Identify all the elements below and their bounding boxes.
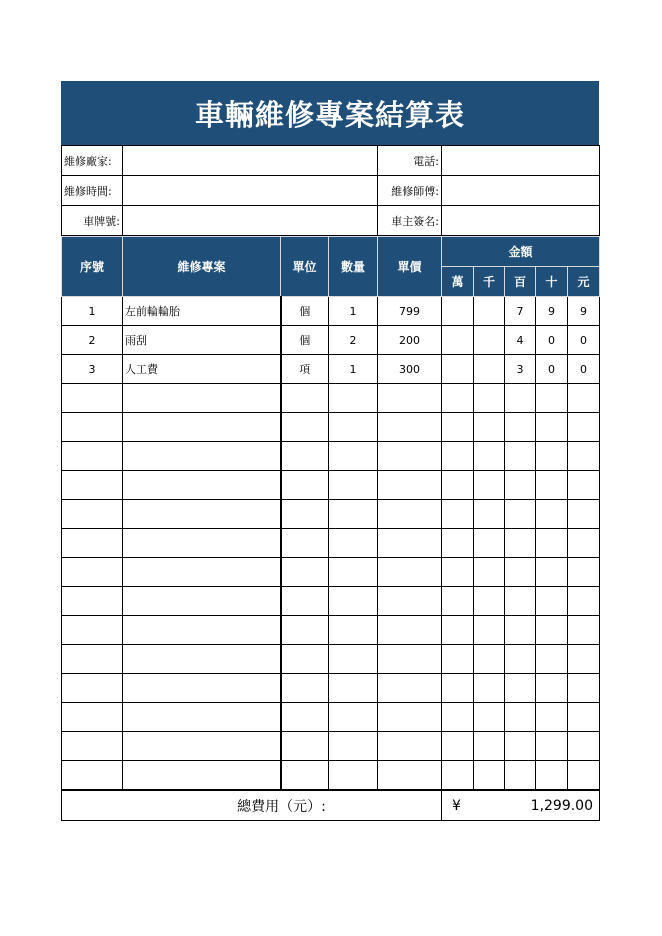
row-qty[interactable]: 2 bbox=[329, 326, 378, 355]
row-qty[interactable] bbox=[329, 616, 378, 645]
row-digit-qian bbox=[474, 326, 505, 355]
row-price[interactable] bbox=[378, 529, 442, 558]
row-item[interactable] bbox=[123, 587, 281, 616]
table-row[interactable] bbox=[62, 297, 600, 326]
row-digit-shi[interactable] bbox=[536, 645, 568, 674]
row-digit-bai[interactable] bbox=[505, 529, 536, 558]
row-digit-shi[interactable] bbox=[536, 587, 568, 616]
row-digit-shi[interactable] bbox=[536, 442, 568, 471]
row-item[interactable]: 雨刮 bbox=[123, 326, 281, 355]
table-row[interactable] bbox=[62, 558, 600, 587]
total-label: 總費用（元）: bbox=[62, 791, 442, 821]
row-digit-bai[interactable] bbox=[505, 384, 536, 413]
phone-field[interactable] bbox=[442, 146, 600, 176]
row-item[interactable] bbox=[123, 761, 281, 790]
table-row[interactable] bbox=[62, 442, 600, 471]
row-unit[interactable] bbox=[281, 558, 329, 587]
row-item[interactable]: 人工費 bbox=[123, 355, 281, 384]
row-item[interactable] bbox=[123, 500, 281, 529]
row-price[interactable] bbox=[378, 587, 442, 616]
row-digit-shi[interactable] bbox=[536, 384, 568, 413]
row-digit-wan bbox=[442, 326, 474, 355]
header-item: 維修專案 bbox=[123, 237, 281, 297]
row-unit[interactable]: 個 bbox=[281, 326, 329, 355]
row-qty[interactable] bbox=[329, 761, 378, 790]
header-digit-yuan: 元 bbox=[568, 267, 600, 297]
row-price[interactable] bbox=[378, 500, 442, 529]
shop-label: 維修廠家: bbox=[62, 146, 123, 176]
row-digit-wan[interactable] bbox=[442, 616, 474, 645]
table-row[interactable] bbox=[62, 761, 600, 790]
row-price[interactable] bbox=[378, 442, 442, 471]
row-item[interactable] bbox=[123, 413, 281, 442]
row-digit-bai: 7 bbox=[505, 297, 536, 326]
row-unit[interactable] bbox=[281, 442, 329, 471]
header-seq: 序號 bbox=[62, 237, 123, 297]
row-item[interactable] bbox=[123, 645, 281, 674]
row-unit[interactable] bbox=[281, 587, 329, 616]
row-item[interactable]: 左前輪輪胎 bbox=[123, 297, 281, 326]
row-seq bbox=[62, 587, 123, 616]
row-price[interactable] bbox=[378, 616, 442, 645]
row-unit[interactable] bbox=[281, 674, 329, 703]
row-item[interactable] bbox=[123, 529, 281, 558]
row-seq bbox=[62, 529, 123, 558]
row-digit-wan bbox=[442, 297, 474, 326]
row-digit-shi: 0 bbox=[536, 326, 568, 355]
table-row[interactable] bbox=[62, 703, 600, 732]
row-digit-bai[interactable] bbox=[505, 587, 536, 616]
row-seq bbox=[62, 761, 123, 790]
row-digit-shi[interactable] bbox=[536, 471, 568, 500]
row-qty[interactable] bbox=[329, 645, 378, 674]
header-digit-wan: 萬 bbox=[442, 267, 474, 297]
row-digit-shi[interactable] bbox=[536, 674, 568, 703]
row-digit-bai[interactable] bbox=[505, 761, 536, 790]
row-item[interactable] bbox=[123, 732, 281, 761]
row-seq bbox=[62, 558, 123, 587]
row-digit-wan bbox=[442, 355, 474, 384]
row-digit-yuan[interactable] bbox=[568, 645, 600, 674]
plate-field[interactable] bbox=[123, 206, 378, 236]
row-seq bbox=[62, 732, 123, 761]
items-table bbox=[61, 236, 600, 790]
row-unit[interactable] bbox=[281, 500, 329, 529]
table-row[interactable] bbox=[62, 326, 600, 355]
row-item[interactable] bbox=[123, 558, 281, 587]
row-digit-qian[interactable] bbox=[474, 384, 505, 413]
row-qty[interactable]: 1 bbox=[329, 355, 378, 384]
row-item[interactable] bbox=[123, 674, 281, 703]
mechanic-field[interactable] bbox=[442, 176, 600, 206]
row-price[interactable] bbox=[378, 384, 442, 413]
row-digit-qian[interactable] bbox=[474, 732, 505, 761]
info-row-shop bbox=[62, 146, 600, 176]
row-item[interactable] bbox=[123, 442, 281, 471]
row-digit-qian[interactable] bbox=[474, 500, 505, 529]
row-digit-wan[interactable] bbox=[442, 442, 474, 471]
row-digit-yuan[interactable] bbox=[568, 703, 600, 732]
row-seq bbox=[62, 645, 123, 674]
row-digit-shi[interactable] bbox=[536, 703, 568, 732]
time-label: 維修時間: bbox=[62, 176, 123, 206]
row-qty[interactable] bbox=[329, 384, 378, 413]
row-digit-bai[interactable] bbox=[505, 616, 536, 645]
info-table bbox=[61, 145, 600, 236]
row-seq bbox=[62, 500, 123, 529]
phone-label: 電話: bbox=[378, 146, 442, 176]
row-price[interactable] bbox=[378, 558, 442, 587]
row-digit-bai[interactable] bbox=[505, 442, 536, 471]
row-digit-wan[interactable] bbox=[442, 703, 474, 732]
row-digit-qian[interactable] bbox=[474, 645, 505, 674]
settlement-sheet bbox=[61, 81, 599, 821]
row-digit-bai[interactable] bbox=[505, 703, 536, 732]
table-row[interactable] bbox=[62, 355, 600, 384]
row-unit[interactable] bbox=[281, 703, 329, 732]
row-qty[interactable]: 1 bbox=[329, 297, 378, 326]
row-digit-wan[interactable] bbox=[442, 645, 474, 674]
row-digit-shi[interactable] bbox=[536, 529, 568, 558]
row-digit-yuan[interactable] bbox=[568, 471, 600, 500]
row-digit-yuan[interactable] bbox=[568, 529, 600, 558]
row-qty[interactable] bbox=[329, 529, 378, 558]
row-digit-bai[interactable] bbox=[505, 645, 536, 674]
table-row[interactable] bbox=[62, 616, 600, 645]
row-price[interactable] bbox=[378, 471, 442, 500]
row-seq: 3 bbox=[62, 355, 123, 384]
mechanic-label: 維修師傅: bbox=[378, 176, 442, 206]
row-digit-shi: 9 bbox=[536, 297, 568, 326]
header-digit-bai: 百 bbox=[505, 267, 536, 297]
row-digit-wan[interactable] bbox=[442, 587, 474, 616]
row-qty[interactable] bbox=[329, 413, 378, 442]
row-price[interactable] bbox=[378, 761, 442, 790]
header-unit: 單位 bbox=[281, 237, 329, 297]
row-digit-bai[interactable] bbox=[505, 413, 536, 442]
row-digit-bai[interactable] bbox=[505, 471, 536, 500]
row-unit[interactable] bbox=[281, 645, 329, 674]
row-unit[interactable] bbox=[281, 616, 329, 645]
item-rows bbox=[62, 297, 600, 790]
row-digit-bai[interactable] bbox=[505, 500, 536, 529]
table-row[interactable] bbox=[62, 384, 600, 413]
row-digit-shi[interactable] bbox=[536, 732, 568, 761]
row-seq bbox=[62, 703, 123, 732]
row-qty[interactable] bbox=[329, 558, 378, 587]
info-row-plate bbox=[62, 206, 600, 236]
table-row[interactable] bbox=[62, 732, 600, 761]
header-price: 單價 bbox=[378, 237, 442, 297]
sheet-title: 車輛維修專案結算表 bbox=[61, 81, 599, 145]
total-row bbox=[62, 791, 600, 821]
row-digit-yuan: 0 bbox=[568, 326, 600, 355]
row-digit-qian[interactable] bbox=[474, 413, 505, 442]
row-seq: 2 bbox=[62, 326, 123, 355]
row-unit[interactable]: 項 bbox=[281, 355, 329, 384]
header-row bbox=[62, 237, 600, 267]
row-digit-bai: 3 bbox=[505, 355, 536, 384]
row-digit-qian[interactable] bbox=[474, 587, 505, 616]
row-item[interactable] bbox=[123, 471, 281, 500]
row-digit-qian[interactable] bbox=[474, 703, 505, 732]
row-digit-yuan[interactable] bbox=[568, 500, 600, 529]
row-seq bbox=[62, 442, 123, 471]
row-digit-bai[interactable] bbox=[505, 732, 536, 761]
row-digit-qian[interactable] bbox=[474, 558, 505, 587]
table-row[interactable] bbox=[62, 529, 600, 558]
row-digit-wan[interactable] bbox=[442, 471, 474, 500]
row-digit-yuan[interactable] bbox=[568, 761, 600, 790]
row-seq bbox=[62, 384, 123, 413]
row-digit-bai: 4 bbox=[505, 326, 536, 355]
row-digit-wan[interactable] bbox=[442, 413, 474, 442]
row-digit-yuan[interactable] bbox=[568, 616, 600, 645]
row-qty[interactable] bbox=[329, 703, 378, 732]
currency-symbol: ¥ bbox=[442, 791, 482, 821]
row-digit-yuan: 0 bbox=[568, 355, 600, 384]
row-price[interactable] bbox=[378, 674, 442, 703]
row-digit-qian[interactable] bbox=[474, 674, 505, 703]
row-digit-wan[interactable] bbox=[442, 529, 474, 558]
row-unit[interactable] bbox=[281, 384, 329, 413]
row-digit-yuan[interactable] bbox=[568, 587, 600, 616]
row-price[interactable]: 200 bbox=[378, 326, 442, 355]
shop-field[interactable] bbox=[123, 146, 378, 176]
row-price[interactable] bbox=[378, 645, 442, 674]
row-qty[interactable] bbox=[329, 471, 378, 500]
row-digit-wan[interactable] bbox=[442, 674, 474, 703]
row-digit-shi[interactable] bbox=[536, 761, 568, 790]
row-digit-yuan[interactable] bbox=[568, 732, 600, 761]
row-unit[interactable]: 個 bbox=[281, 297, 329, 326]
row-qty[interactable] bbox=[329, 674, 378, 703]
owner-label: 車主簽名: bbox=[378, 206, 442, 236]
row-item[interactable] bbox=[123, 703, 281, 732]
row-seq bbox=[62, 413, 123, 442]
row-item[interactable] bbox=[123, 384, 281, 413]
table-row[interactable] bbox=[62, 500, 600, 529]
row-digit-wan[interactable] bbox=[442, 500, 474, 529]
row-unit[interactable] bbox=[281, 761, 329, 790]
header-amount: 金額 bbox=[442, 237, 600, 267]
row-price[interactable] bbox=[378, 413, 442, 442]
row-digit-shi[interactable] bbox=[536, 500, 568, 529]
row-unit[interactable] bbox=[281, 413, 329, 442]
time-field[interactable] bbox=[123, 176, 378, 206]
row-unit[interactable] bbox=[281, 732, 329, 761]
row-digit-qian[interactable] bbox=[474, 761, 505, 790]
table-row[interactable] bbox=[62, 645, 600, 674]
row-price[interactable] bbox=[378, 732, 442, 761]
row-digit-qian[interactable] bbox=[474, 471, 505, 500]
table-row[interactable] bbox=[62, 471, 600, 500]
header-qty: 數量 bbox=[329, 237, 378, 297]
row-item[interactable] bbox=[123, 616, 281, 645]
row-digit-shi[interactable] bbox=[536, 558, 568, 587]
row-qty[interactable] bbox=[329, 500, 378, 529]
row-unit[interactable] bbox=[281, 471, 329, 500]
header-digit-shi: 十 bbox=[536, 267, 568, 297]
row-digit-yuan: 9 bbox=[568, 297, 600, 326]
row-digit-bai[interactable] bbox=[505, 674, 536, 703]
owner-signature-field[interactable] bbox=[442, 206, 600, 236]
total-table bbox=[61, 790, 600, 821]
row-digit-qian bbox=[474, 355, 505, 384]
total-amount: 1,299.00 bbox=[482, 791, 600, 821]
row-digit-yuan[interactable] bbox=[568, 558, 600, 587]
plate-label: 車牌號: bbox=[62, 206, 123, 236]
row-digit-bai[interactable] bbox=[505, 558, 536, 587]
info-row-time bbox=[62, 176, 600, 206]
row-seq bbox=[62, 471, 123, 500]
row-seq: 1 bbox=[62, 297, 123, 326]
table-row[interactable] bbox=[62, 413, 600, 442]
row-price[interactable]: 300 bbox=[378, 355, 442, 384]
row-digit-wan[interactable] bbox=[442, 732, 474, 761]
row-qty[interactable] bbox=[329, 587, 378, 616]
row-digit-qian bbox=[474, 297, 505, 326]
row-digit-qian[interactable] bbox=[474, 529, 505, 558]
row-digit-shi[interactable] bbox=[536, 616, 568, 645]
row-digit-yuan[interactable] bbox=[568, 413, 600, 442]
row-digit-qian[interactable] bbox=[474, 442, 505, 471]
row-digit-wan[interactable] bbox=[442, 384, 474, 413]
row-seq bbox=[62, 616, 123, 645]
header-digit-qian: 千 bbox=[474, 267, 505, 297]
row-digit-yuan[interactable] bbox=[568, 442, 600, 471]
row-price[interactable]: 799 bbox=[378, 297, 442, 326]
row-price[interactable] bbox=[378, 703, 442, 732]
table-row[interactable] bbox=[62, 587, 600, 616]
row-seq bbox=[62, 674, 123, 703]
row-qty[interactable] bbox=[329, 442, 378, 471]
row-unit[interactable] bbox=[281, 529, 329, 558]
row-qty[interactable] bbox=[329, 732, 378, 761]
row-digit-yuan[interactable] bbox=[568, 384, 600, 413]
row-digit-shi: 0 bbox=[536, 355, 568, 384]
row-digit-qian[interactable] bbox=[474, 616, 505, 645]
row-digit-shi[interactable] bbox=[536, 413, 568, 442]
row-digit-wan[interactable] bbox=[442, 558, 474, 587]
row-digit-wan[interactable] bbox=[442, 761, 474, 790]
table-row[interactable] bbox=[62, 674, 600, 703]
row-digit-yuan[interactable] bbox=[568, 674, 600, 703]
